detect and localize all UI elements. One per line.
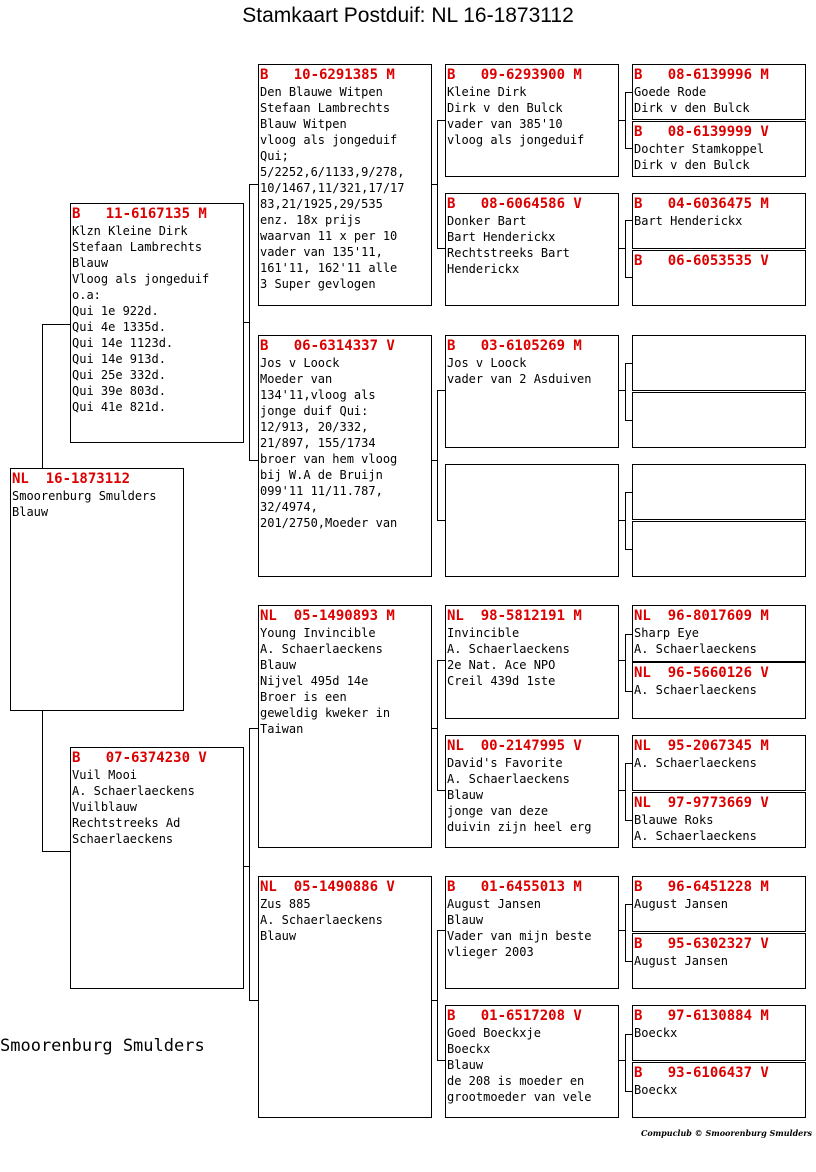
ring-number: NL 97-9773669 V bbox=[634, 795, 769, 811]
ring-number: NL 05-1490886 V bbox=[260, 879, 395, 895]
connector bbox=[249, 460, 258, 461]
pigeon-card-g4 bbox=[632, 250, 806, 306]
pigeon-info-line: vader van 385'10 bbox=[447, 117, 563, 131]
pigeon-card-g14 bbox=[632, 933, 806, 989]
ring-number: B 06-6314337 V bbox=[260, 338, 395, 354]
connector bbox=[437, 930, 438, 1060]
pigeon-card-ffm bbox=[445, 193, 619, 306]
pigeon-info-line: Boeckx bbox=[634, 1026, 678, 1040]
ring-number: B 01-6455013 M bbox=[447, 879, 582, 895]
pigeon-info-line: Den Blauwe Witpen bbox=[260, 85, 383, 99]
ring-number: B 08-6139996 M bbox=[634, 67, 769, 83]
pigeon-card-g6 bbox=[632, 392, 806, 448]
pigeon-info-line: grootmoeder van vele bbox=[447, 1090, 592, 1104]
connector bbox=[437, 1060, 445, 1061]
pigeon-info-line: Boeckx bbox=[634, 1083, 678, 1097]
pigeon-info-line: vloog als jongeduif bbox=[260, 133, 398, 147]
connector bbox=[619, 248, 626, 249]
connector bbox=[437, 790, 445, 791]
page-title: Stamkaart Postduif: NL 16-1873112 bbox=[242, 4, 574, 27]
pigeon-card-fmf bbox=[445, 335, 619, 448]
connector bbox=[619, 790, 626, 791]
ring-number: B 01-6517208 V bbox=[447, 1008, 582, 1024]
pigeon-card-g1 bbox=[632, 64, 806, 120]
pigeon-info-line: 3 Super gevlogen bbox=[260, 277, 376, 291]
pigeon-info-line: jonge van deze bbox=[447, 804, 549, 818]
connector bbox=[42, 324, 43, 469]
connector bbox=[625, 763, 626, 820]
connector bbox=[249, 728, 250, 1000]
pigeon-info-line: Boeckx bbox=[447, 1042, 491, 1056]
ring-number: B 09-6293900 M bbox=[447, 67, 582, 83]
connector bbox=[42, 851, 70, 852]
pigeon-info-line: Qui 39e 803d. bbox=[72, 384, 166, 398]
pigeon-info-line: Blauw bbox=[447, 913, 484, 927]
pigeon-info-line: Blauw bbox=[447, 1058, 484, 1072]
connector bbox=[431, 1000, 438, 1001]
ring-number: B 03-6105269 M bbox=[447, 338, 582, 354]
connector bbox=[243, 322, 250, 323]
pigeon-info-line: Nijvel 495d 14e bbox=[260, 674, 369, 688]
pigeon-info-line: Bart Henderickx bbox=[634, 214, 743, 228]
connector bbox=[437, 520, 445, 521]
ring-number: B 96-6451228 M bbox=[634, 879, 769, 895]
pigeon-info-line: Qui; bbox=[260, 149, 289, 163]
pigeon-card-fm bbox=[258, 335, 432, 577]
ring-number: B 10-6291385 M bbox=[260, 67, 395, 83]
breeder-name: Smoorenburg Smulders bbox=[0, 1036, 205, 1056]
pigeon-card-g15 bbox=[632, 1005, 806, 1061]
pigeon-info-line: vlieger 2003 bbox=[447, 945, 534, 959]
connector bbox=[619, 120, 626, 121]
pigeon-card-g12 bbox=[632, 792, 806, 848]
connector bbox=[249, 728, 258, 729]
connector bbox=[437, 390, 438, 520]
pigeon-info-line: 12/913, 20/332, bbox=[260, 420, 369, 434]
pigeon-info-line: A. Schaerlaeckens bbox=[447, 642, 570, 656]
pigeon-card-g3 bbox=[632, 193, 806, 249]
pigeon-info-line: Klzn Kleine Dirk bbox=[72, 224, 188, 238]
pigeon-info-line: Qui 1e 922d. bbox=[72, 304, 159, 318]
pigeon-info-line: 2e Nat. Ace NPO bbox=[447, 658, 556, 672]
pigeon-info-line: A. Schaerlaeckens bbox=[260, 913, 383, 927]
connector bbox=[42, 324, 70, 325]
pigeon-info-line: August Jansen bbox=[634, 954, 728, 968]
ring-number: B 08-6064586 V bbox=[447, 196, 582, 212]
ring-number: B 11-6167135 M bbox=[72, 206, 207, 222]
ring-number: B 04-6036475 M bbox=[634, 196, 769, 212]
pigeon-info-line: August Jansen bbox=[447, 897, 541, 911]
pigeon-info-line: o.a: bbox=[72, 288, 101, 302]
pigeon-info-line: 83,21/1925,29/535 bbox=[260, 197, 383, 211]
ring-number: NL 16-1873112 bbox=[12, 471, 131, 487]
pigeon-card-mother bbox=[70, 747, 244, 989]
pigeon-info-line: Vuil Mooi bbox=[72, 768, 138, 782]
pigeon-info-line: August Jansen bbox=[634, 897, 728, 911]
connector bbox=[619, 390, 626, 391]
connector bbox=[619, 1060, 626, 1061]
ring-number: NL 98-5812191 M bbox=[447, 608, 582, 624]
connector bbox=[437, 660, 438, 790]
pigeon-info-line: Qui 4e 1335d. bbox=[72, 320, 166, 334]
connector bbox=[431, 728, 438, 729]
pigeon-card-g8 bbox=[632, 521, 806, 577]
pigeon-info-line: enz. 18x prijs bbox=[260, 213, 362, 227]
ring-number: B 93-6106437 V bbox=[634, 1065, 769, 1081]
pigeon-info-line: Broer is een bbox=[260, 690, 347, 704]
connector bbox=[437, 248, 445, 249]
connector bbox=[243, 866, 250, 867]
pigeon-info-line: Blauw bbox=[260, 658, 297, 672]
pigeon-card-fmm bbox=[445, 464, 619, 577]
pigeon-info-line: Bart Henderickx bbox=[447, 230, 556, 244]
pigeon-info-line: Invincible bbox=[447, 626, 520, 640]
connector bbox=[619, 660, 626, 661]
pigeon-info-line: 10/1467,11/321,17/17 bbox=[260, 181, 405, 195]
pigeon-info-line: broer van hem vloog bbox=[260, 452, 398, 466]
connector bbox=[625, 904, 626, 961]
pigeon-info-line: Sharp Eye bbox=[634, 626, 700, 640]
pigeon-info-line: Kleine Dirk bbox=[447, 85, 527, 99]
pigeon-info-line: A. Schaerlaeckens bbox=[634, 642, 757, 656]
pigeon-info-line: Blauw bbox=[447, 788, 484, 802]
pigeon-info-line: 21/897, 155/1734 bbox=[260, 436, 376, 450]
ring-number: B 97-6130884 M bbox=[634, 1008, 769, 1024]
pigeon-info-line: Donker Bart bbox=[447, 214, 527, 228]
pigeon-info-line: A. Schaerlaeckens bbox=[72, 784, 195, 798]
pigeon-info-line: Qui 41e 821d. bbox=[72, 400, 166, 414]
footer-credit: Compuclub © Smoorenburg Smulders bbox=[640, 1128, 812, 1138]
pigeon-info-line: Jos v Loock bbox=[260, 356, 340, 370]
pigeon-info-line: Blauw Witpen bbox=[260, 117, 347, 131]
pigeon-info-line: Creil 439d 1ste bbox=[447, 674, 556, 688]
pigeon-info-line: 5/2252,6/1133,9/278, bbox=[260, 165, 405, 179]
pigeon-info-line: Smoorenburg Smulders bbox=[12, 489, 157, 503]
connector bbox=[619, 930, 626, 931]
pigeon-info-line: Qui 14e 1123d. bbox=[72, 336, 174, 350]
connector bbox=[437, 390, 445, 391]
ring-number: B 08-6139999 V bbox=[634, 124, 769, 140]
pigeon-info-line: Goede Rode bbox=[634, 85, 707, 99]
pigeon-info-line: David's Favorite bbox=[447, 756, 563, 770]
connector bbox=[431, 184, 438, 185]
pigeon-info-line: Zus 885 bbox=[260, 897, 311, 911]
connector bbox=[431, 460, 438, 461]
pigeon-card-g7 bbox=[632, 464, 806, 520]
connector bbox=[249, 1000, 258, 1001]
pigeon-info-line: A. Schaerlaeckens bbox=[634, 683, 757, 697]
ring-number: NL 05-1490893 M bbox=[260, 608, 395, 624]
ring-number: NL 96-8017609 M bbox=[634, 608, 769, 624]
ring-number: B 07-6374230 V bbox=[72, 750, 207, 766]
pigeon-info-line: duivin zijn heel erg bbox=[447, 820, 592, 834]
connector bbox=[42, 710, 43, 851]
pigeon-info-line: 099'11 11/11.787, bbox=[260, 484, 383, 498]
pigeon-card-fff bbox=[445, 64, 619, 177]
pigeon-info-line: 161'11, 162'11 alle bbox=[260, 261, 398, 275]
pigeon-info-line: A. Schaerlaeckens bbox=[634, 756, 757, 770]
pigeon-info-line: geweldig kweker in bbox=[260, 706, 391, 720]
pigeon-info-line: Stefaan Lambrechts bbox=[72, 240, 203, 254]
pigeon-info-line: Jos v Loock bbox=[447, 356, 527, 370]
pigeon-card-mf bbox=[258, 605, 432, 848]
pigeon-info-line: Goed Boeckxje bbox=[447, 1026, 541, 1040]
pigeon-info-line: Taiwan bbox=[260, 722, 304, 736]
pigeon-card-mmf bbox=[445, 876, 619, 989]
pigeon-card-mm bbox=[258, 876, 432, 1118]
pigeon-info-line: Vuilblauw bbox=[72, 800, 138, 814]
pigeon-info-line: Dochter Stamkoppel bbox=[634, 142, 765, 156]
pigeon-info-line: Blauw bbox=[12, 505, 49, 519]
connector bbox=[437, 930, 445, 931]
pigeon-info-line: A. Schaerlaeckens bbox=[634, 829, 757, 843]
pigeon-card-ff bbox=[258, 64, 432, 306]
pigeon-info-line: Qui 25e 332d. bbox=[72, 368, 166, 382]
pigeon-info-line: Blauw bbox=[72, 256, 109, 270]
pigeon-info-line: vloog als jongeduif bbox=[447, 133, 585, 147]
connector bbox=[619, 520, 626, 521]
pigeon-info-line: 134'11,vloog als bbox=[260, 388, 376, 402]
pigeon-info-line: Dirk v den Bulck bbox=[634, 101, 750, 115]
pigeon-card-mfm bbox=[445, 735, 619, 848]
ring-number: NL 96-5660126 V bbox=[634, 665, 769, 681]
pigeon-info-line: Moeder van bbox=[260, 372, 333, 386]
connector bbox=[625, 1034, 626, 1091]
ring-number: B 95-6302327 V bbox=[634, 936, 769, 952]
pigeon-info-line: vader van 135'11, bbox=[260, 245, 383, 259]
connector bbox=[437, 120, 445, 121]
pigeon-info-line: Rechtstreeks Bart bbox=[447, 246, 570, 260]
pigeon-info-line: Dirk v den Bulck bbox=[634, 158, 750, 172]
pigeon-info-line: Henderickx bbox=[447, 262, 520, 276]
pigeon-info-line: Blauw bbox=[260, 929, 297, 943]
pigeon-card-father bbox=[70, 203, 244, 443]
pigeon-info-line: waarvan 11 x per 10 bbox=[260, 229, 398, 243]
pigeon-info-line: bij W.A de Bruijn bbox=[260, 468, 383, 482]
ring-number: NL 00-2147995 V bbox=[447, 738, 582, 754]
connector bbox=[437, 660, 445, 661]
pigeon-info-line: 32/4974, bbox=[260, 500, 318, 514]
pigeon-card-g16 bbox=[632, 1062, 806, 1118]
pigeon-card-subject bbox=[10, 468, 184, 711]
pigeon-info-line: vader van 2 Asduiven bbox=[447, 372, 592, 386]
ring-number: B 06-6053535 V bbox=[634, 253, 769, 269]
pigeon-info-line: jonge duif Qui: bbox=[260, 404, 369, 418]
pigeon-info-line: de 208 is moeder en bbox=[447, 1074, 585, 1088]
pigeon-info-line: Vader van mijn beste bbox=[447, 929, 592, 943]
connector bbox=[249, 184, 258, 185]
pigeon-info-line: A. Schaerlaeckens bbox=[260, 642, 383, 656]
pigeon-card-g9 bbox=[632, 605, 806, 662]
pigeon-info-line: Blauwe Roks bbox=[634, 813, 714, 827]
pigeon-info-line: Schaerlaeckens bbox=[72, 832, 174, 846]
ring-number: NL 95-2067345 M bbox=[634, 738, 769, 754]
pigeon-info-line: Vloog als jongeduif bbox=[72, 272, 210, 286]
pigeon-card-g2 bbox=[632, 121, 806, 177]
pigeon-info-line: A. Schaerlaeckens bbox=[447, 772, 570, 786]
pigeon-card-mff bbox=[445, 605, 619, 719]
pigeon-card-g13 bbox=[632, 876, 806, 932]
pigeon-card-g5 bbox=[632, 335, 806, 391]
pigeon-card-mmm bbox=[445, 1005, 619, 1118]
pigeon-info-line: 201/2750,Moeder van bbox=[260, 516, 398, 530]
pigeon-info-line: Dirk v den Bulck bbox=[447, 101, 563, 115]
pigeon-card-g10 bbox=[632, 662, 806, 719]
pigeon-info-line: Stefaan Lambrechts bbox=[260, 101, 391, 115]
pigeon-info-line: Qui 14e 913d. bbox=[72, 352, 166, 366]
connector bbox=[625, 363, 626, 420]
pigeon-card-g11 bbox=[632, 735, 806, 791]
pigeon-info-line: Young Invincible bbox=[260, 626, 376, 640]
pigeon-info-line: Rechtstreeks Ad bbox=[72, 816, 181, 830]
connector bbox=[625, 634, 626, 691]
